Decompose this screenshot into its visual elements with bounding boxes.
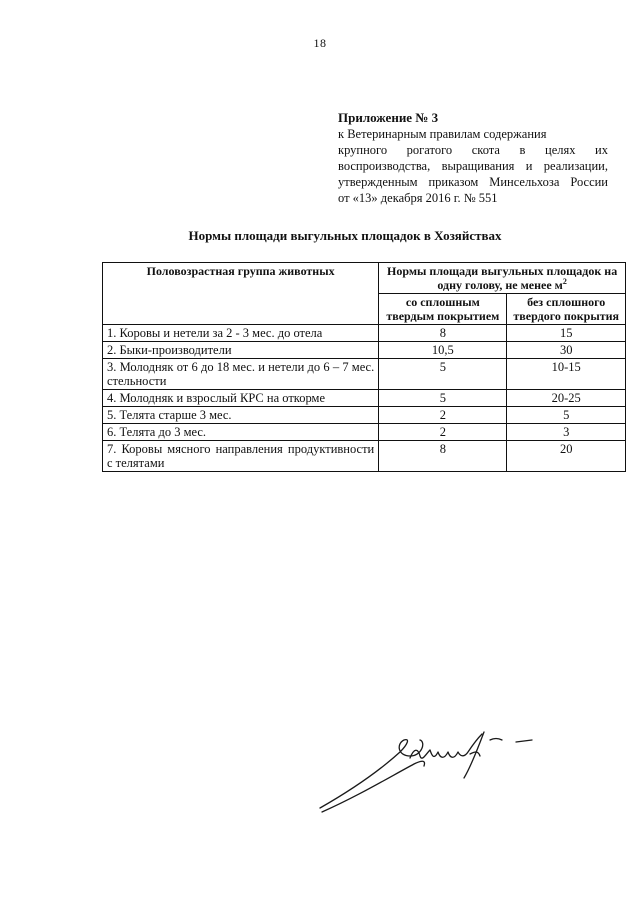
cell-group: 1. Коровы и нетели за 2 - 3 мес. до отела xyxy=(103,325,379,342)
cell-without-cover: 20-25 xyxy=(507,390,626,407)
cell-group: 7. Коровы мясного направления продуктивности с телятами xyxy=(103,441,379,472)
header-without-cover: без сплошного твердого покрытия xyxy=(507,294,626,325)
header-norms-sup: 2 xyxy=(562,277,567,286)
header-norms-text: Нормы площади выгульных площадок на одну голову, не менее м xyxy=(387,264,618,292)
header-with-cover: со сплошным твердым покрытием xyxy=(379,294,507,325)
cell-without-cover: 15 xyxy=(507,325,626,342)
appendix-block xyxy=(338,110,608,206)
table-row xyxy=(103,424,626,441)
cell-without-cover: 5 xyxy=(507,407,626,424)
table-row xyxy=(103,407,626,424)
table-row xyxy=(103,441,626,472)
table-row xyxy=(103,342,626,359)
cell-with-cover: 8 xyxy=(379,325,507,342)
header-norms xyxy=(379,263,626,294)
cell-with-cover: 2 xyxy=(379,424,507,441)
header-animal-group: Половозрастная группа животных xyxy=(103,263,379,325)
cell-with-cover: 5 xyxy=(379,359,507,390)
handwritten-signature xyxy=(318,712,558,822)
table-row xyxy=(103,325,626,342)
appendix-title: Приложение № 3 xyxy=(338,110,439,125)
cell-group: 3. Молодняк от 6 до 18 мес. и нетели до 6 – 7 мес. стельности xyxy=(103,359,379,390)
cell-with-cover: 8 xyxy=(379,441,507,472)
table-row xyxy=(103,359,626,390)
appendix-line: утвержденным приказом Минсельхоза России xyxy=(338,175,608,189)
cell-group: 2. Быки-производители xyxy=(103,342,379,359)
cell-without-cover: 10-15 xyxy=(507,359,626,390)
cell-group: 6. Телята до 3 мес. xyxy=(103,424,379,441)
cell-with-cover: 5 xyxy=(379,390,507,407)
appendix-line: к Ветеринарным правилам содержания xyxy=(338,127,547,141)
cell-with-cover: 10,5 xyxy=(379,342,507,359)
table-header-row xyxy=(103,263,626,294)
cell-without-cover: 20 xyxy=(507,441,626,472)
cell-without-cover: 3 xyxy=(507,424,626,441)
appendix-line: крупного рогатого скота в целях их xyxy=(338,143,608,157)
norms-table xyxy=(102,262,626,472)
document-title: Нормы площади выгульных площадок в Хозяйствах xyxy=(188,228,502,243)
cell-with-cover: 2 xyxy=(379,407,507,424)
cell-without-cover: 30 xyxy=(507,342,626,359)
appendix-line: воспроизводства, выращивания и реализации, xyxy=(338,159,608,173)
appendix-line: от «13» декабря 2016 г. № 551 xyxy=(338,191,498,205)
page-number: 18 xyxy=(313,36,327,50)
cell-group: 4. Молодняк и взрослый КРС на откорме xyxy=(103,390,379,407)
table-row xyxy=(103,390,626,407)
cell-group: 5. Телята старше 3 мес. xyxy=(103,407,379,424)
